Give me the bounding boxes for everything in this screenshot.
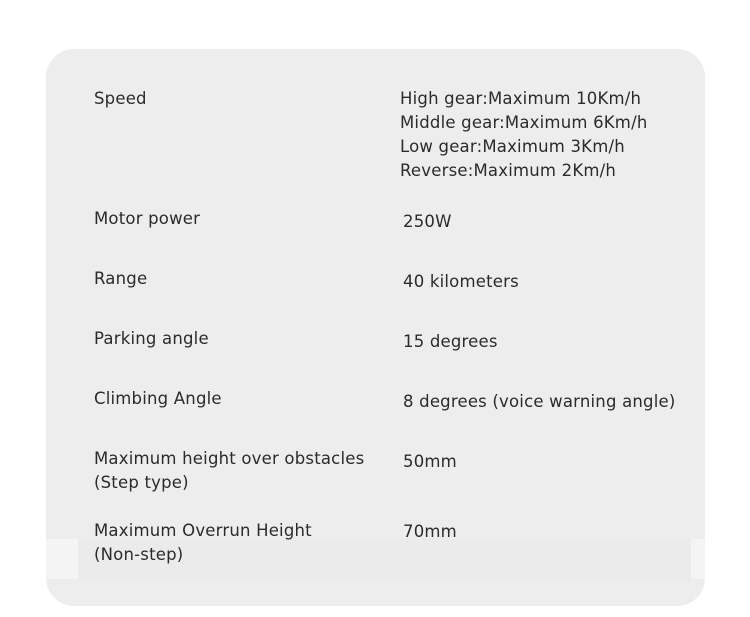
spec-value-line: Middle gear:Maximum 6Km/h — [400, 113, 648, 132]
spec-label-line: Range — [94, 269, 148, 288]
spec-card — [46, 49, 705, 606]
spec-label-line: Maximum height over obstacles — [94, 449, 365, 468]
spec-label — [94, 519, 384, 567]
spec-label — [94, 207, 384, 231]
spec-value — [403, 210, 703, 234]
spec-label-line: (Step type) — [94, 473, 189, 492]
spec-value — [403, 520, 703, 544]
spec-label — [94, 447, 384, 495]
spec-label-line: (Non-step) — [94, 545, 184, 564]
spec-value-line: High gear:Maximum 10Km/h — [400, 89, 642, 108]
spec-label-line: Parking angle — [94, 329, 209, 348]
spec-value — [403, 390, 703, 414]
spec-value — [403, 330, 703, 354]
spec-label-line: Maximum Overrun Height — [94, 521, 312, 540]
spec-label-line: Motor power — [94, 209, 201, 228]
spec-value-line: 40 kilometers — [403, 272, 519, 291]
spec-value — [400, 87, 700, 183]
spec-label — [94, 267, 384, 291]
spec-label — [94, 87, 384, 111]
spec-value-line: 15 degrees — [403, 332, 498, 351]
spec-value — [403, 450, 703, 474]
spec-value-line: 50mm — [403, 452, 457, 471]
spec-value — [403, 270, 703, 294]
spec-label-line: Speed — [94, 89, 147, 108]
spec-value-line: 250W — [403, 212, 452, 231]
spec-value-line: 8 degrees (voice warning angle) — [403, 392, 676, 411]
spec-label — [94, 327, 384, 351]
spec-value-line: Reverse:Maximum 2Km/h — [400, 161, 617, 180]
spec-label — [94, 387, 384, 411]
spec-table — [46, 49, 705, 606]
spec-value-line: Low gear:Maximum 3Km/h — [400, 137, 625, 156]
spec-label-line: Climbing Angle — [94, 389, 222, 408]
spec-value-line: 70mm — [403, 522, 457, 541]
